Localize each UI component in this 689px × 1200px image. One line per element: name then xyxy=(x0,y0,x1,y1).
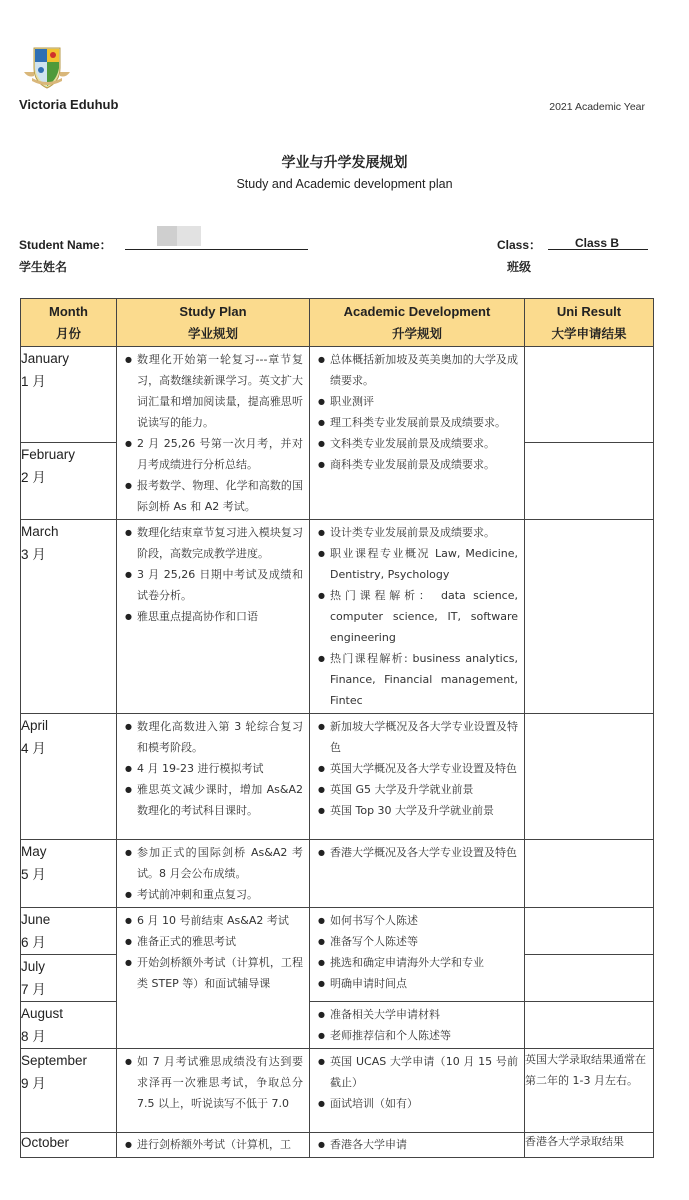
list-item: ● 报考数学、物理、化学和高数的国际剑桥 As 和 A2 考试。 xyxy=(125,475,303,517)
table-row xyxy=(21,908,654,955)
table-row xyxy=(21,520,654,714)
bullet-list xyxy=(117,1049,309,1116)
list-item: ● 挑选和确定申请海外大学和专业 xyxy=(318,952,518,973)
list-item: ● 准备正式的雅思考试 xyxy=(125,931,303,952)
table-row xyxy=(21,1002,654,1049)
academic-dev-cell xyxy=(310,908,525,1002)
academic-dev-cell xyxy=(310,1002,525,1049)
uni-result-cell xyxy=(525,714,654,840)
study-plan-cell xyxy=(117,714,310,840)
bullet-list xyxy=(117,1133,309,1157)
uni-result-cell: 英国大学录取结果通常在第二年的 1-3 月左右。 xyxy=(525,1049,654,1133)
month-cell: August 8 月 xyxy=(21,1002,117,1049)
table-row xyxy=(21,1133,654,1158)
list-item: ● 理工科类专业发展前景及成绩要求。 xyxy=(318,412,518,433)
header-academic-development: Academic Development 升学规划 xyxy=(310,299,525,347)
table-row xyxy=(21,347,654,443)
list-item: ● 参加正式的国际剑桥 As&A2 考试。8 月会公布成绩。 xyxy=(125,842,303,884)
class-value: Class B xyxy=(575,236,620,250)
uni-result-cell: 香港各大学录取结果 xyxy=(525,1133,654,1158)
list-item: ● 总体概括新加坡及英美奥加的大学及成绩要求。 xyxy=(318,349,518,391)
table-row xyxy=(21,714,654,840)
month-cell: May 5 月 xyxy=(21,840,117,908)
list-item: ● 雅思英文减少课时，增加 As&A2 数理化的考试科目课时。 xyxy=(125,779,303,821)
bullet-list xyxy=(310,840,524,865)
bullet-list xyxy=(310,1133,524,1157)
brand-name: Victoria Eduhub xyxy=(19,97,119,112)
study-plan-cell xyxy=(117,520,310,714)
list-item: ● 明确申请时间点 xyxy=(318,973,518,994)
list-item: ● 准备相关大学申请材料 xyxy=(318,1004,518,1025)
table-header-row xyxy=(21,299,654,347)
bullet-list xyxy=(117,714,309,823)
month-cell: September 9 月 xyxy=(21,1049,117,1133)
study-plan-cell xyxy=(117,1049,310,1133)
uni-result-cell xyxy=(525,520,654,714)
list-item: ● 热门课程解析: business analytics, Finance, Financial management, Fintec xyxy=(318,648,518,711)
list-item: ● 香港各大学申请 xyxy=(318,1135,518,1155)
academic-year: 2021 Academic Year xyxy=(549,101,645,113)
list-item: ● 新加坡大学概况及各大学专业设置及特色 xyxy=(318,716,518,758)
bullet-list xyxy=(117,908,309,996)
list-item: ● 准备写个人陈述等 xyxy=(318,931,518,952)
list-item: ● 进行剑桥额外考试（计算机，工 xyxy=(125,1135,303,1155)
month-cell: January 1 月 xyxy=(21,347,117,443)
uni-result-cell xyxy=(525,840,654,908)
uni-result-cell xyxy=(525,347,654,443)
academic-dev-cell xyxy=(310,520,525,714)
month-cell: July 7 月 xyxy=(21,955,117,1002)
month-cell: February 2 月 xyxy=(21,443,117,520)
uni-result-cell xyxy=(525,1002,654,1049)
month-cell: March 3 月 xyxy=(21,520,117,714)
uni-result-cell xyxy=(525,908,654,955)
list-item: ● 3 月 25,26 日期中考试及成绩和试卷分析。 xyxy=(125,564,303,606)
bullet-list xyxy=(310,1049,524,1116)
list-item: ● 热门课程解析： data science, computer science, IT, software engineering xyxy=(318,585,518,648)
list-item: ● 香港大学概况及各大学专业设置及特色 xyxy=(318,842,518,863)
bullet-list xyxy=(310,908,524,996)
class-label-cn: 班级 xyxy=(507,260,532,274)
month-cell: October xyxy=(21,1133,117,1158)
study-plan-cell xyxy=(117,1133,310,1158)
list-item: ● 雅思重点提高协作和口语 xyxy=(125,606,303,627)
bullet-list xyxy=(117,840,309,907)
bullet-list xyxy=(117,347,309,519)
school-crest-icon xyxy=(22,42,72,92)
list-item: ● 英国 Top 30 大学及升学就业前景 xyxy=(318,800,518,821)
bullet-list xyxy=(310,714,524,823)
list-item: ● 老师推荐信和个人陈述等 xyxy=(318,1025,518,1046)
study-plan-cell xyxy=(117,908,310,1049)
list-item: ● 英国 UCAS 大学申请（10 月 15 号前截止） xyxy=(318,1051,518,1093)
student-name-field[interactable] xyxy=(125,235,308,250)
page-title-cn: 学业与升学发展规划 xyxy=(281,155,408,171)
month-cell: April 4 月 xyxy=(21,714,117,840)
student-name-label-cn: 学生姓名 xyxy=(19,260,68,274)
list-item: ● 如 7 月考试雅思成绩没有达到要求泽再一次雅思考试，争取总分 7.5 以上，听说读写不低于 7.0 xyxy=(125,1051,303,1114)
list-item: ● 开始剑桥额外考试（计算机，工程类 STEP 等）和面试辅导课 xyxy=(125,952,303,994)
redacted-name xyxy=(157,226,201,246)
header-study-plan: Study Plan 学业规划 xyxy=(117,299,310,347)
list-item: ● 2 月 25,26 号第一次月考，并对月考成绩进行分析总结。 xyxy=(125,433,303,475)
student-name-label: Student Name： xyxy=(19,238,112,252)
list-item: ● 职业测评 xyxy=(318,391,518,412)
list-item: ● 设计类专业发展前景及成绩要求。 xyxy=(318,522,518,543)
bullet-list xyxy=(310,1002,524,1048)
academic-dev-cell xyxy=(310,840,525,908)
academic-dev-cell xyxy=(310,1049,525,1133)
list-item: ● 数理化高数进入第 3 轮综合复习和模考阶段。 xyxy=(125,716,303,758)
study-plan-cell xyxy=(117,347,310,520)
academic-dev-cell xyxy=(310,347,525,520)
list-item: ● 英国大学概况及各大学专业设置及特色 xyxy=(318,758,518,779)
table-row xyxy=(21,840,654,908)
table-row xyxy=(21,1049,654,1133)
list-item: ● 6 月 10 号前结束 As&A2 考试 xyxy=(125,910,303,931)
header-month: Month 月份 xyxy=(21,299,117,347)
list-item: ● 数理化开始第一轮复习---章节复习，高数继续新课学习。英文扩大词汇量和增加阅读量，提高雅思听说读写的能力。 xyxy=(125,349,303,433)
list-item: ● 商科类专业发展前景及成绩要求。 xyxy=(318,454,518,475)
list-item: ● 数理化结束章节复习进入模块复习阶段，高数完成教学进度。 xyxy=(125,522,303,564)
list-item: ● 4 月 19-23 进行模拟考试 xyxy=(125,758,303,779)
academic-dev-cell xyxy=(310,1133,525,1158)
plan-table xyxy=(20,298,654,1158)
academic-dev-cell xyxy=(310,714,525,840)
month-cell: June 6 月 xyxy=(21,908,117,955)
list-item: ● 考试前冲刺和重点复习。 xyxy=(125,884,303,905)
class-label: Class： xyxy=(497,238,542,252)
bullet-list xyxy=(310,520,524,713)
list-item: ● 文科类专业发展前景及成绩要求。 xyxy=(318,433,518,454)
bullet-list xyxy=(310,347,524,477)
uni-result-cell xyxy=(525,443,654,520)
header-uni-result: Uni Result 大学申请结果 xyxy=(525,299,654,347)
list-item: ● 面试培训（如有） xyxy=(318,1093,518,1114)
study-plan-cell xyxy=(117,840,310,908)
bullet-list xyxy=(117,520,309,629)
uni-result-cell xyxy=(525,955,654,1002)
list-item: ● 英国 G5 大学及升学就业前景 xyxy=(318,779,518,800)
list-item: ● 如何书写个人陈述 xyxy=(318,910,518,931)
page-title-en: Study and Academic development plan xyxy=(236,177,453,191)
list-item: ● 职业课程专业概况 Law, Medicine, Dentistry, Psychology xyxy=(318,543,518,585)
